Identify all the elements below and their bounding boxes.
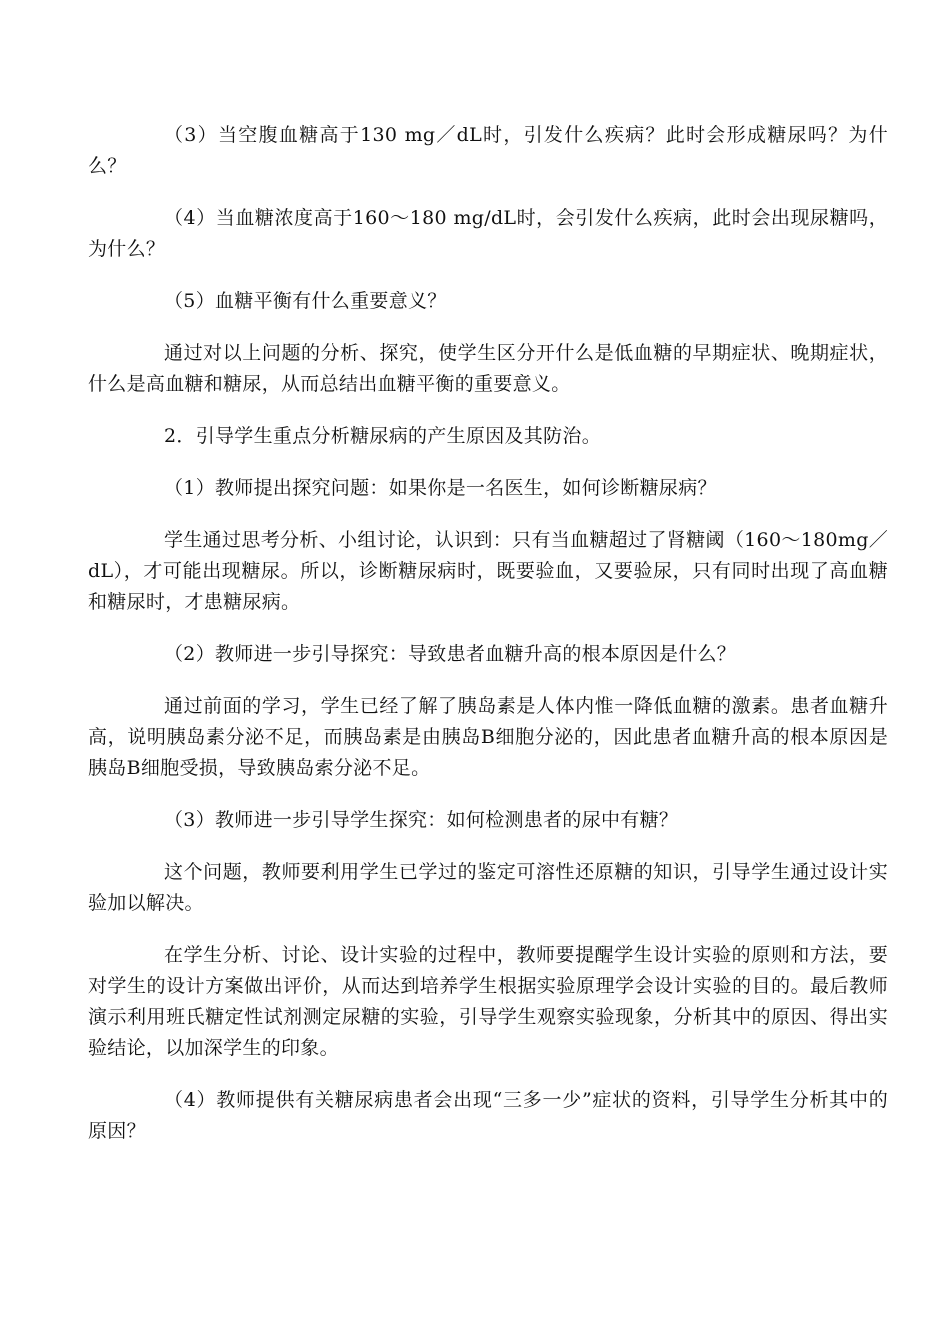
paragraph: 通过前面的学习，学生已经了解了胰岛素是人体内惟一降低血糖的激素。患者血糖升高，说明胰岛素分泌不足，而胰岛素是由胰岛B细胞分泌的，因此患者血糖升高的根本原因是胰岛B细胞受损，导致胰岛索分泌不足。 (88, 695, 888, 779)
document-body (88, 120, 888, 1168)
paragraph: （3）教师进一步引导学生探究：如何检测患者的尿中有糖？ (164, 809, 679, 831)
paragraph: （3）当空腹血糖高于130 mg／dL时，引发什么疾病？此时会形成糖尿吗？为什么？ (88, 124, 888, 177)
paragraph: （5）血糖平衡有什么重要意义？ (164, 290, 447, 312)
paragraph: （2）教师进一步引导探究：导致患者血糖升高的根本原因是什么？ (164, 643, 737, 665)
paragraph: （4）教师提供有关糖尿病患者会出现“三多一少”症状的资料，引导学生分析其中的原因？ (88, 1089, 888, 1142)
paragraph: 学生通过思考分析、小组讨论，认识到：只有当血糖超过了肾糖阈（160～180mg／dL），才可能出现糖尿。所以，诊断糖尿病时，既要验血，又要验尿，只有同时出现了高血糖和糖尿时，才患糖尿病。 (88, 529, 888, 613)
paragraph: 通过对以上问题的分析、探究，使学生区分开什么是低血糖的早期症状、晚期症状，什么是高血糖和糖尿，从而总结出血糖平衡的重要意义。 (88, 342, 888, 395)
paragraph: 2．引导学生重点分析糖尿病的产生原因及其防治。 (164, 425, 601, 447)
paragraph: （4）当血糖浓度高于160～180 mg/dL时，会引发什么疾病，此时会出现尿糖吗，为什么？ (88, 207, 888, 260)
paragraph: 这个问题，教师要利用学生已学过的鉴定可溶性还原糖的知识，引导学生通过设计实验加以解决。 (88, 861, 888, 914)
paragraph: 在学生分析、讨论、设计实验的过程中，教师要提醒学生设计实验的原则和方法，要对学生的设计方案做出评价，从而达到培养学生根据实验原理学会设计实验的目的。最后教师演示利用班氏糖定性试剂测定尿糖的实验，引导学生观察实验现象，分析其中的原因、得出实验结论，以加深学生的印象。 (88, 944, 888, 1059)
paragraph: （1）教师提出探究问题：如果你是一名医生，如何诊断糖尿病？ (164, 477, 717, 499)
